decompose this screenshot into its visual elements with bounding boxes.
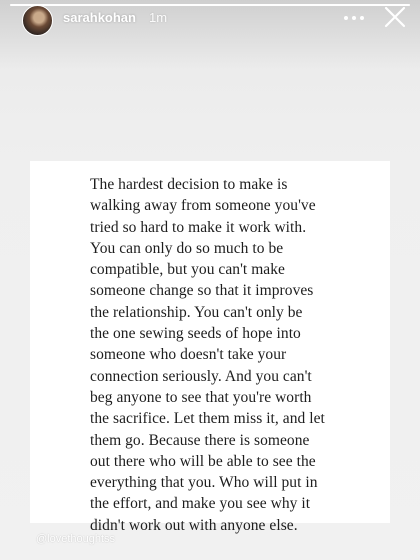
- quote-line: someone who doesn't take your: [90, 346, 287, 364]
- avatar[interactable]: [22, 5, 53, 36]
- quote-line: The hardest decision to make is: [90, 176, 288, 193]
- quote-line: everything that you. Who will put in: [90, 474, 318, 492]
- quote-line: You can only do so much to be: [90, 239, 284, 257]
- quote-line: tried so hard to make it work with.: [90, 218, 307, 236]
- quote-line: the relationship. You can't only be: [90, 303, 303, 321]
- more-horizontal-icon: [343, 15, 365, 21]
- quote-line: someone change so that it improves: [90, 282, 314, 300]
- story-header: [0, 0, 420, 40]
- quote-line: beg anyone to see that you're worth: [90, 388, 312, 406]
- quote-line: out there who will be able to see the: [90, 452, 316, 470]
- quote-line: them go. Because there is someone: [90, 431, 310, 449]
- quote-line: the sacrifice. Let them miss it, and let: [90, 410, 325, 428]
- quote-line: the one sewing seeds of hope into: [90, 325, 301, 343]
- quote-line: compatible, but you can't make: [90, 261, 285, 279]
- watermark-handle: @lovethoughtss: [36, 533, 116, 545]
- close-button[interactable]: [380, 2, 410, 32]
- close-icon: [384, 6, 406, 28]
- post-timestamp: 1m: [149, 10, 168, 25]
- quote-line: didn't work out with anyone else.: [90, 516, 298, 534]
- quote-line: the effort, and make you see why it: [90, 495, 311, 513]
- quote-text: [90, 174, 350, 536]
- quote-line: connection seriously. And you can't: [90, 367, 312, 385]
- username[interactable]: sarahkohan: [63, 10, 136, 25]
- quote-line: walking away from someone you've: [90, 197, 316, 215]
- more-options-button[interactable]: [341, 6, 367, 30]
